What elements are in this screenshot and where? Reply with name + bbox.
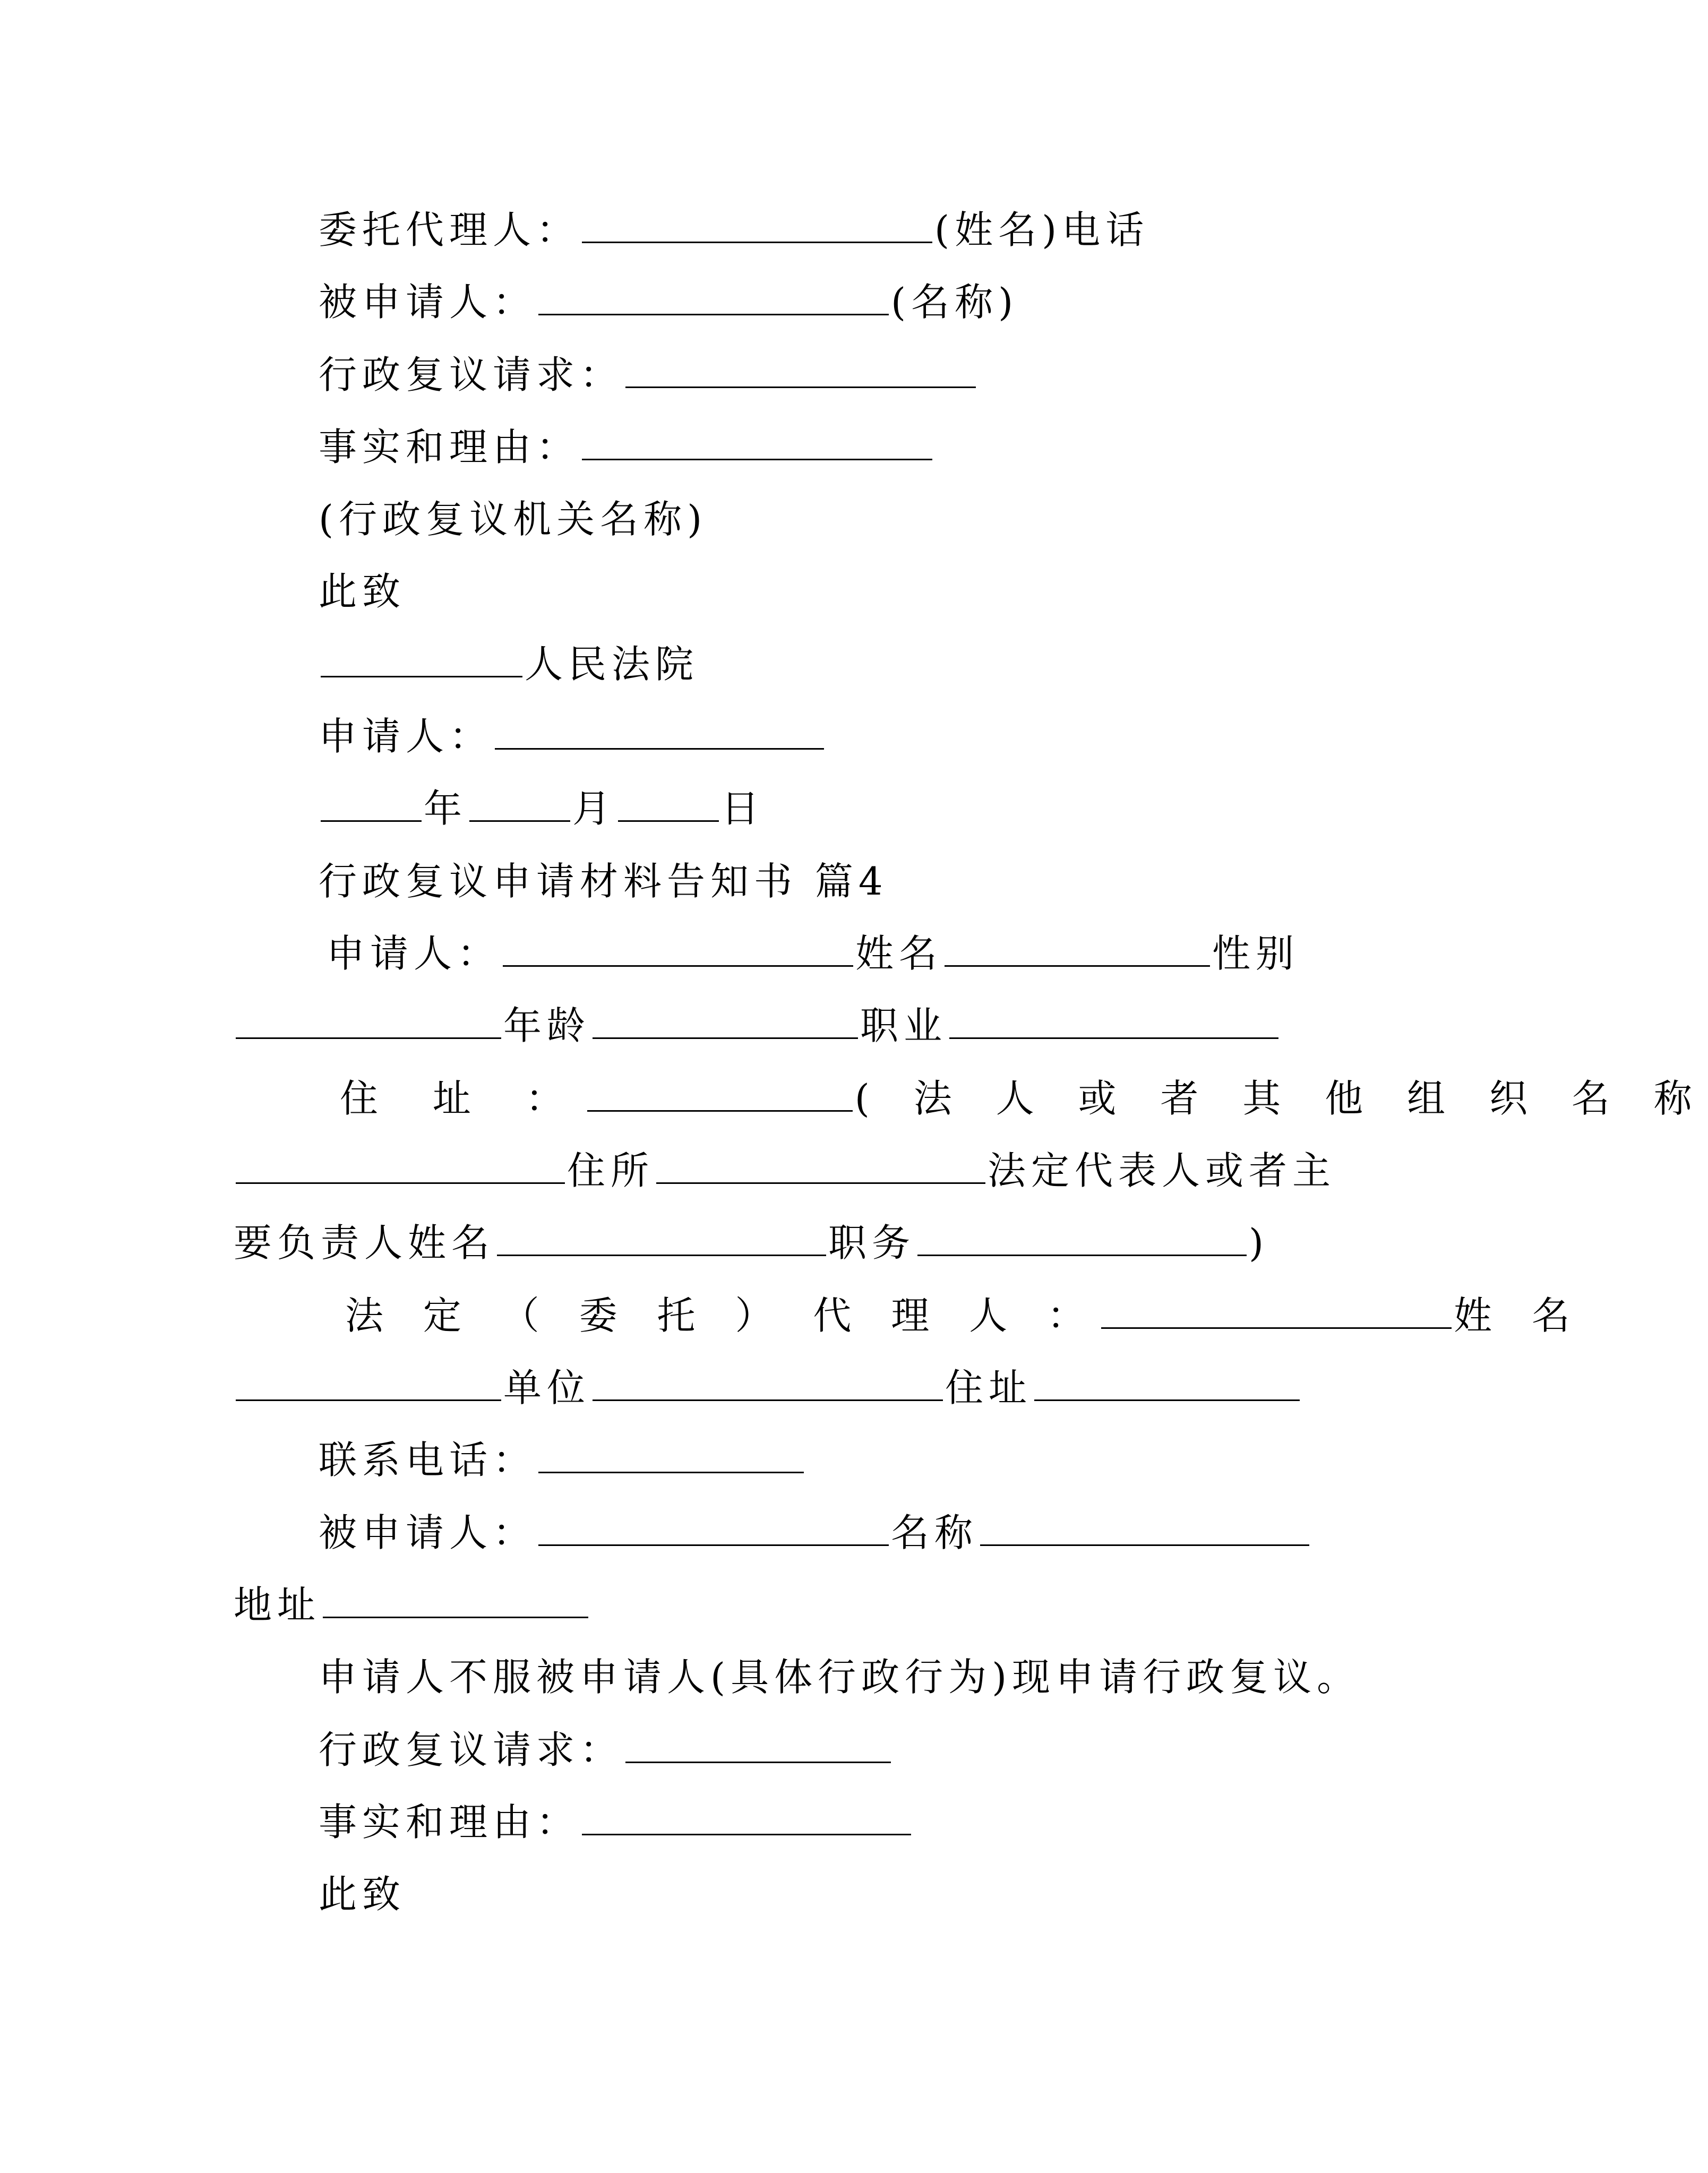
close-paren: ) [1249, 1221, 1269, 1265]
respondent-address-label: 地址 [234, 1583, 321, 1627]
statement-line [319, 1651, 1360, 1704]
address-label: 住 址 ： [340, 1076, 585, 1121]
facts-reasons-blank[interactable] [582, 420, 932, 460]
agent-address-label: 住址 [945, 1365, 1033, 1410]
statutory-agent-line [345, 1289, 1584, 1342]
respondent-name-blank-2[interactable] [980, 1506, 1309, 1546]
age-blank[interactable] [593, 999, 858, 1039]
residence-line [234, 1144, 1336, 1197]
respondent-name-blank[interactable] [538, 276, 889, 315]
applicant-signature-blank[interactable] [495, 710, 824, 750]
respondent-info-blank[interactable] [538, 1506, 889, 1546]
applicant-label: 申请人： [327, 931, 501, 976]
organization-label: ( 法 人 或 者 其 他 组 织 名 称 [854, 1076, 1708, 1121]
applicant-signature-line [319, 710, 826, 763]
position-label: 职务 [828, 1221, 916, 1265]
authority-name-line [319, 493, 707, 546]
phone-line [319, 1433, 806, 1487]
date-line [319, 782, 765, 835]
salutation-text: 此致 [319, 569, 406, 614]
respondent-info-line [319, 1506, 1311, 1559]
agent-label: 委托代理人： [319, 208, 580, 252]
respondent-name-label: 名称 [891, 1510, 979, 1555]
age-label: 年龄 [503, 1003, 591, 1048]
day-label: 日 [721, 786, 765, 831]
court-line [319, 638, 699, 691]
respondent-suffix: (名称) [891, 280, 1019, 324]
month-label: 月 [572, 786, 616, 831]
unit-blank[interactable] [593, 1361, 943, 1401]
authority-name-text: (行政复议机关名称) [319, 497, 708, 542]
respondent-info-label: 被申请人： [319, 1510, 537, 1555]
review-request-blank[interactable] [625, 348, 976, 388]
statutory-agent-name-label: 姓 名 [1453, 1293, 1584, 1338]
facts-reasons-blank-2[interactable] [582, 1796, 911, 1835]
facts-reasons-line [319, 420, 934, 474]
review-request-label-2: 行政复议请求： [319, 1728, 624, 1772]
address-blank[interactable] [587, 1072, 853, 1112]
statutory-agent-blank[interactable] [1101, 1289, 1452, 1329]
month-blank[interactable] [469, 782, 570, 822]
court-suffix: 人民法院 [525, 642, 699, 686]
facts-reasons-label-2: 事实和理由： [319, 1800, 580, 1844]
section-heading [319, 855, 888, 908]
legal-rep-label: 法定代表人或者主 [988, 1148, 1336, 1193]
salutation-line [319, 565, 406, 618]
phone-label: 联系电话： [319, 1438, 537, 1482]
review-request-blank-2[interactable] [625, 1723, 891, 1763]
principal-name-label: 要负责人姓名 [234, 1221, 495, 1265]
statement-text: 申请人不服被申请人(具体行政行为)现申请行政复议。 [319, 1655, 1361, 1699]
age-occupation-line [234, 999, 1281, 1052]
salutation-text-2: 此致 [319, 1872, 406, 1917]
applicant-signature-label: 申请人： [319, 714, 493, 759]
agent-name-blank[interactable] [582, 203, 932, 243]
unit-label: 单位 [503, 1365, 591, 1410]
organization-name-blank[interactable] [236, 1144, 565, 1184]
phone-blank[interactable] [538, 1433, 804, 1473]
position-blank[interactable] [917, 1216, 1247, 1256]
address-line [340, 1072, 1708, 1125]
respondent-address-line [234, 1578, 590, 1631]
applicant-blank[interactable] [503, 927, 853, 967]
occupation-blank[interactable] [949, 999, 1278, 1039]
gender-label: 性别 [1212, 931, 1300, 976]
year-blank[interactable] [321, 782, 422, 822]
agent-suffix: (姓名)电话 [934, 208, 1149, 252]
agent-name-blank-2[interactable] [236, 1361, 501, 1401]
statutory-agent-label: 法 定 （ 委 托 ） 代 理 人 ： [345, 1293, 1099, 1338]
principal-name-blank[interactable] [497, 1216, 826, 1256]
review-request-label: 行政复议请求： [319, 353, 624, 397]
principal-line [234, 1216, 1269, 1269]
respondent-line [319, 276, 1018, 329]
applicant-info-line [327, 927, 1299, 980]
review-request-line-2 [319, 1723, 893, 1776]
residence-blank[interactable] [656, 1144, 985, 1184]
day-blank[interactable] [618, 782, 719, 822]
facts-reasons-line-2 [319, 1796, 913, 1849]
name-blank[interactable] [945, 927, 1210, 967]
unit-address-line [234, 1361, 1302, 1414]
agent-line [319, 203, 1149, 256]
court-name-blank[interactable] [321, 638, 522, 677]
name-label: 姓名 [855, 931, 943, 976]
gender-blank[interactable] [236, 999, 501, 1039]
salutation-line-2 [319, 1868, 406, 1921]
occupation-label: 职业 [860, 1003, 948, 1048]
year-label: 年 [424, 786, 468, 831]
section-heading-text: 行政复议申请材料告知书 篇4 [319, 859, 888, 904]
agent-address-blank[interactable] [1034, 1361, 1300, 1401]
respondent-label: 被申请人： [319, 280, 537, 324]
review-request-line [319, 348, 978, 401]
respondent-address-blank[interactable] [323, 1578, 588, 1618]
residence-label: 住所 [567, 1148, 655, 1193]
facts-reasons-label: 事实和理由： [319, 425, 580, 469]
